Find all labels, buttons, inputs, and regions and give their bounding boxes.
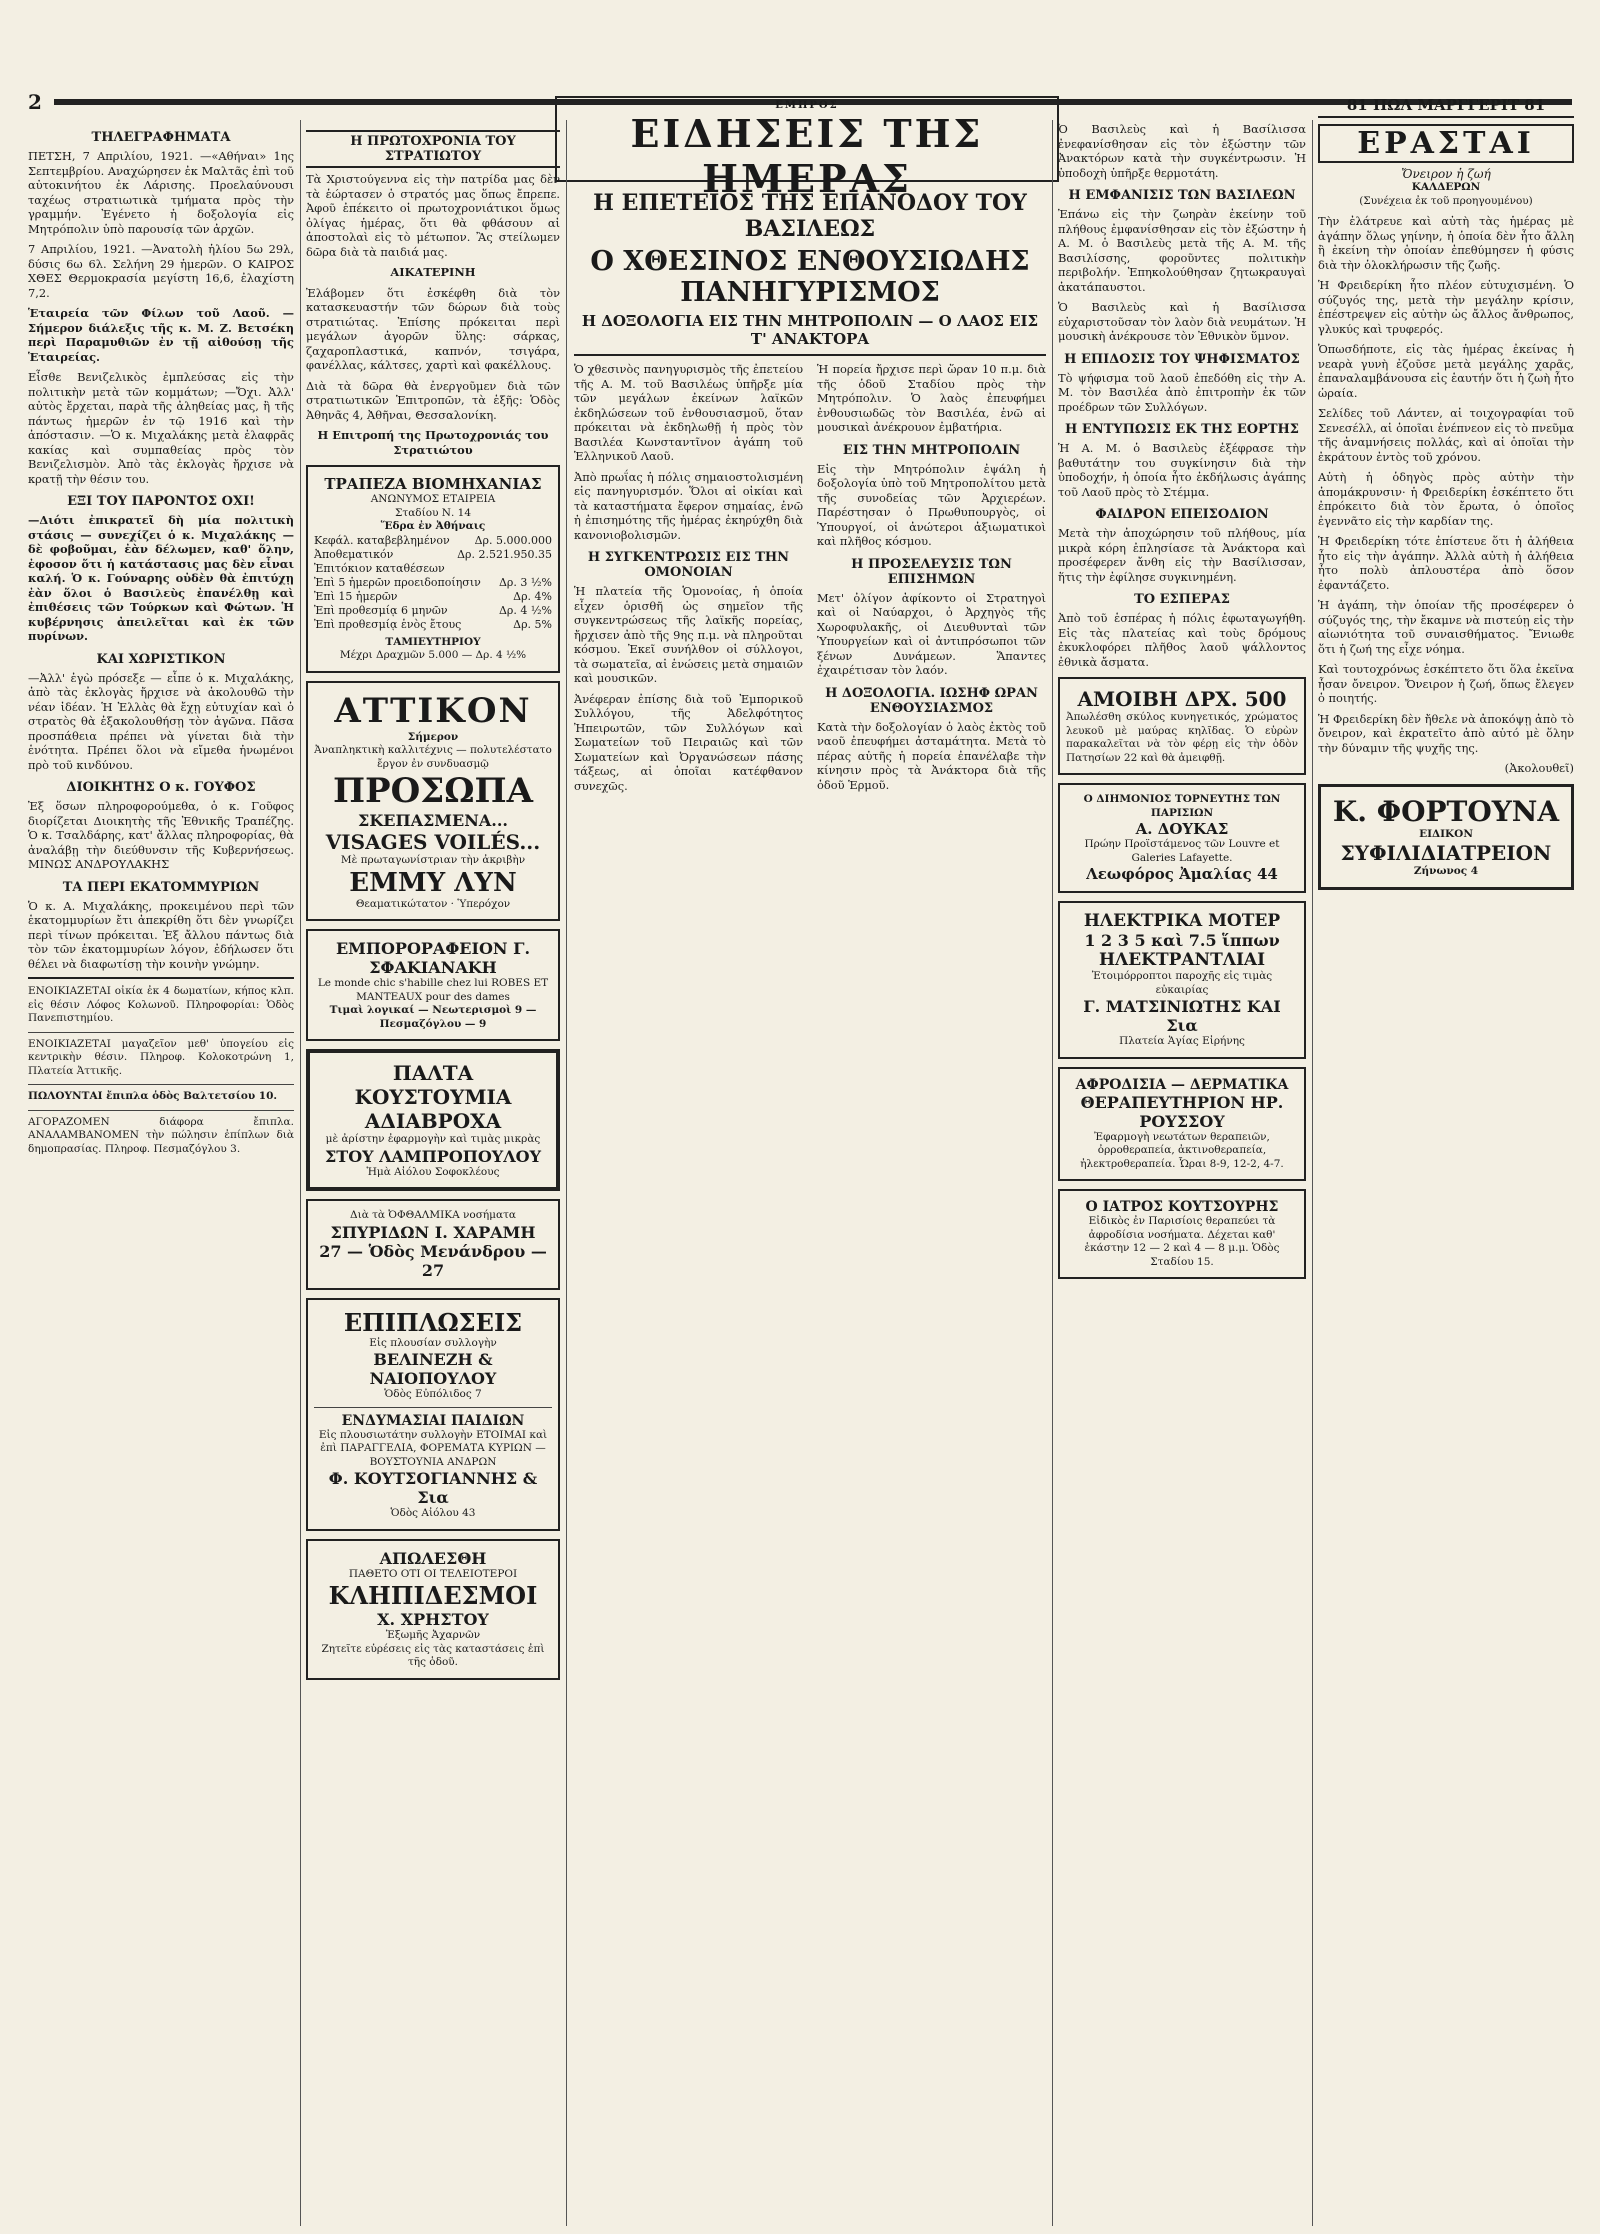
- article-heading: ΦΑΙΔΡΟΝ ΕΠΕΙΣΟΔΙΟΝ: [1095, 507, 1269, 522]
- article-text: —Διότι ἐπικρατεῖ δὴ μία πολιτικὴ στάσις — συνεχίζει ὁ κ. Μιχαλάκης — δὲ φοβοῦμαι, ἐὰν δέλωμεν, καθ' ὅλην, ἐφοσον ὅτι ἡ κατάστασις μας δὲν εἶναι καλή. Ὁ κ. Γούναρης οὐδὲν θὰ ἐπιτύχῃ ἐὰν ὅλοι ὁ Βασιλεὺς ἐπανέλθῃ καὶ ἐπιθέσεις τῶν Τούρκων καὶ Φώτων. Ἡ κυβέρνησις ἀπειλεῖται καὶ ἐκ τῶν πυρίνων.: [28, 513, 294, 643]
- ad-title: Κ. ΦΟΡΤΟΥΝΑ: [1332, 794, 1560, 828]
- ad-title: Ο ΙΑΤΡΟΣ ΚΟΥΤΣΟΥΡΗΣ: [1085, 1199, 1279, 1215]
- column-2: [306, 122, 560, 2226]
- column-4: [1058, 122, 1306, 2226]
- article-text: Ἀνέφεραν ἐπίσης διὰ τοῦ Ἐμπορικοῦ Συλλόγου, τῆς Ἀδελφότητος Ἠπειρωτῶν, τῶν Συλλόγων καὶ Σωματείων τοῦ Πειραιῶς καὶ τῶν Σωματείων καὶ Ὀργανώσεων πάσης τάξεως, αἱ ὁποῖαι κατέφθανον συνεχῶς.: [574, 691, 803, 793]
- rate-value: Δρ. 3 ½%: [498, 575, 552, 589]
- rate-label: Ἀποθεματικόν: [314, 547, 394, 561]
- article-text: Ἡ πλατεία τῆς Ὁμονοίας, ἡ ὁποία εἶχεν ὁρισθῆ ὡς σημεῖον τῆς συγκεντρώσεως τῆς λαϊκῆς πορείας, ἤρχισεν ἀπὸ τῆς 9ης π.μ. νὰ πληροῦται κόσμου. Ἐκεῖ συνήλθον οἱ σύλλογοι, τὰ σωματεῖα, αἱ ἑνώσεις μετὰ σημαιῶν καὶ μουσικῶν.: [574, 584, 803, 685]
- article-text: ΠΕΤΣΗ, 7 Απριλίου, 1921. —«Αθήναι» 1ης Σεπτεμβρίου. Αναχώρησεν ἐκ Μαλτᾶς ἐπὶ τοῦ αὐτοκινήτου ἐκ Λάρισης. Προελαύνουσι ταχέως στρατιωτικὰ τμήματα πρὸς τὴν γραμμήν. Ἐγένετο ἡ δοξολογία εἰς Μητρόπολιν ὑπὸ παρουσίᾳ τῶν ἀρχῶν.: [28, 149, 294, 236]
- article-heading: Η ΠΡΩΤΟΧΡΟΝΙΑ ΤΟΥ ΣΤΡΑΤΙΩΤΟΥ: [306, 130, 560, 168]
- rate-row: [314, 604, 552, 618]
- ad-attikon: ΑΤΤΙΚΟΝ Σήμερον Ἀναπληκτικὴ καλλιτέχνις — πολυτελέστατο ἔργον ἐν συνδυασμῷ ΠΡΟΣΩΠΑ ΣΚΕΠΑΣΜΕΝΑ... VISAGES VOILÉS... Μὲ πρωταγωνίστριαν τὴν ἀκριβὴν ΕΜΜΥ ΛΥΝ Θεαματικώτατον · Ὑπερόχον: [306, 681, 560, 922]
- article-text: Ἡ Φρειδερίκη ἦτο πλέον εὐτυχισμένη. Ὁ σύζυγός της, μετὰ τὴν μεγάλην κρίσιν, ἐπέστρεψεν εἰς αὐτὴν ὡς ἄλλος ἄνθρωπος, γλυκύς καὶ τρυφερός.: [1318, 278, 1574, 336]
- ad-title: ΕΜΠΟΡΟΡΑΦΕΙΟΝ Γ. ΣΦΑΚΙΑΝΑΚΗ: [335, 939, 531, 977]
- article-heading: Η ΕΠΙΔΟΣΙΣ ΤΟΥ ΨΗΦΙΣΜΑΤΟΣ: [1064, 351, 1300, 367]
- article-heading: ΤΟ ΕΣΠΕΡΑΣ: [1134, 592, 1230, 607]
- feuilleton-header: 81 ΠΩΛ ΜΑΡΓΓΕΡΙΤ 81: [1318, 96, 1574, 118]
- article-text: Ὁπωσδήποτε, εἰς τὰς ἡμέρας ἐκείνας ἡ νεαρὰ γυνὴ ἐζοῦσε μετὰ μεγάλης χαρᾶς, ἐπαναλαμβάνουσα εἰς ἑαυτήν ὅτι ἡ ζωὴ ἦτο ὡραία.: [1318, 342, 1574, 400]
- article-text: Κατὰ τὴν δοξολογίαν ὁ λαὸς ἐκτὸς τοῦ ναοῦ ἐπευφήμει ἀσταμάτητα. Μετὰ τὸ πέρας αὐτῆς ἡ πορεία ἐπανέλαβε τὴν κίνησιν πρὸς τὰ Ἀνάκτορα διὰ τῆς ὁδοῦ Ἑρμοῦ.: [817, 719, 1046, 792]
- ad-klipidesmoi: ΑΠΩΛΕΣΘΗ ΠΑΘΕΤΟ ΟΤΙ ΟΙ ΤΕΛΕΙΟΤΕΡΟΙ ΚΛΗΠΙΔΕΣΜΟΙ Χ. ΧΡΗΣΤΟΥ Ἐξωμῆς Ἀχαρνῶν Ζητεῖτε εὐρέσεις εἰς τὰς καταστάσεις ἐπὶ τῆς ὁδοῦ.: [306, 1539, 560, 1680]
- ad-title: ΑΦΡΟΔΙΣΙΑ — ΔΕΡΜΑΤΙΚΑ: [1075, 1076, 1289, 1093]
- article-text: Ὁ Βασιλεὺς καὶ ἡ Βασίλισσα ἐνεφανίσθησαν εἰς τὸν ἐξώστην τῶν Ἀνακτόρων κατὰ τὴν συγκέντρωσιν. Ἡ ὑποδοχὴ ὑπῆρξε θερμοτάτη.: [1058, 122, 1306, 180]
- ad-palta: ΠΑΛΤΑ ΚΟΥΣΤΟΥΜΙΑ ΑΔΙΑΒΡΟΧΑ μὲ ἀρίστην ἐφαρμογὴν καὶ τιμὰς μικρὰς ΣΤΟΥ ΛΑΜΠΡΟΠΟΥΛΟΥ Ἡμὰ Αἰόλου Σοφοκλέους: [306, 1049, 560, 1191]
- masthead-title: ΕΙΔΗΣΕΙΣ ΤΗΣ ΗΜΕΡΑΣ: [630, 111, 984, 201]
- classified-ad: ΕΝΟΙΚΙΑΖΕΤΑΙ μαγαζεῖον μεθ' ὑπογείου εἰς κεντρικὴν θέσιν. Πληροφ. Κολοκοτρώνη 1, Πλατεία Ἀττικῆς.: [28, 1037, 294, 1077]
- article-text: Ἡ πορεία ἤρχισε περὶ ὥραν 10 π.μ. διὰ τῆς ὁδοῦ Σταδίου πρὸς τὴν Μητρόπολιν. Ὁ λαὸς ἐπευφήμει ἐνθουσιωδῶς τὸν Βασιλέα, ἐνῶ αἱ μουσικαὶ ἀνέκρουον ἐμβατήρια.: [817, 362, 1046, 434]
- ad-title: ΗΛΕΚΤΡΙΚΑ ΜΟΤΕΡ: [1083, 911, 1281, 931]
- rate-row: [314, 576, 552, 590]
- article-text: Ἀπὸ πρωΐας ἡ πόλις σημαιοστολισμένη εἰς πανηγυρισμόν. Ὅλοι αἱ οἰκίαι καὶ τὰ καταστήματα ἔφερον σημαίας, ἐνῶ ἡ ἐπισημότης τῆς ἡμέρας ἐκηρύχθη διὰ κανονιοβολισμῶν.: [574, 469, 803, 542]
- rate-value: Δρ. 5%: [513, 617, 552, 631]
- article-text: Τὸ ψήφισμα τοῦ λαοῦ ἐπεδόθη εἰς τὴν Α. Μ. τὸν Βασιλέα ἀπὸ ἐπιτροπὴν ἐκ τῶν προέδρων τῶν Συλλόγων.: [1058, 370, 1306, 414]
- article-body: [574, 362, 1046, 799]
- ad-afrodisia: ΑΦΡΟΔΙΣΙΑ — ΔΕΡΜΑΤΙΚΑ ΘΕΡΑΠΕΥΤΗΡΙΟΝ ΗΡ. ΡΟΥΣΣΟΥ Ἐφαρμογὴ νεωτάτων θεραπειῶν, ὀρροθεραπεία, ἀκτινοθεραπεία, ἠλεκτροθεραπεία. Ὧραι 8-9, 12-2, 4-7.: [1058, 1067, 1306, 1182]
- article-text: Ἐπάνω εἰς τὴν ζωηρὰν ἐκείνην τοῦ πλήθους ἐμφανίσθησαν εἰς τὸν ἐξώστην ἡ Α. Μ. ὁ Βασιλεὺς μετὰ τῆς Α. Μ. τῆς Βασιλίσσης, φοροῦντες πολιτικὴν περιβολήν. Ἐπηκολούθησαν ζητωκραυγαὶ ἀκατάπαυστοι.: [1058, 207, 1306, 294]
- rate-value: Δρ. 4%: [513, 589, 552, 603]
- rate-label: Ἐπιτόκιον καταθέσεων: [314, 561, 445, 575]
- article-text: Μετ' ὀλίγον ἀφίκοντο οἱ Στρατηγοὶ καὶ οἱ Ναύαρχοι, ὁ Ἀρχηγὸς τῆς Χωροφυλακῆς, οἱ Διευθυνταὶ τῶν Ὑπουργείων καὶ οἱ ἀντιπρόσωποι τῶν ξένων Δυνάμεων. Ἅπαντες ἐχαιρέτισαν τὸν λαόν.: [817, 590, 1046, 677]
- subheadline: Η ΔΟΞΟΛΟΓΙΑ ΕΙΣ ΤΗΝ ΜΗΤΡΟΠΟΛΙΝ — Ο ΛΑΟΣ ΕΙΣ Τ' ΑΝΑΚΤΟΡΑ: [581, 312, 1039, 348]
- ad-title: ΑΤΤΙΚΟΝ: [334, 690, 532, 731]
- article-text: Ἡ Φρειδερίκη δὲν ἤθελε νὰ ἀποκόψῃ ἀπὸ τὸ ὄνειρον, καὶ ἐκρατεῖτο ἀπὸ αὐτό μὲ ὅλην τὴν δύναμιν τῆς ψυχῆς της.: [1318, 711, 1574, 755]
- article-text: Ἑταιρεία τῶν Φίλων τοῦ Λαοῦ. — Σήμερον διάλεξις τῆς κ. Μ. Ζ. Βετσέκη περὶ Παραμυθιῶν ἐν τῇ αἰθούσῃ τῆς Ἑταιρείας.: [28, 306, 294, 364]
- rate-row: [314, 618, 552, 632]
- rate-value: Δρ. 2.521.950.35: [457, 547, 552, 561]
- article-text: Ἐξ ὅσων πληροφορούμεθα, ὁ κ. Γοῦφος διορίζεται Διοικητὴς τῆς Ἐθνικῆς Τραπέζης. Ὁ κ. Τσαλδάρης, κατ' ἄλλας πληροφορίας, θὰ ἀναλάβῃ τὴν διεύθυνσιν τῆς Κυβερνήσεως. ΜΙΝΩΣ ΑΝΔΡΟΥΛΑΚΗΣ: [28, 799, 294, 871]
- article-text: Καὶ τουτοχρόνως ἐσκέπτετο ὅτι ὅλα ἐκεῖνα ἦσαν ὄνειρον. Ὄνειρον ἡ ζωή, ὅπως ἔλεγεν ὁ ποιητής.: [1318, 662, 1574, 705]
- ad-fortouna: Κ. ΦΟΡΤΟΥΝΑ ΕΙΔΙΚΟΝ ΣΥΦΙΛΙΔΙΑΤΡΕΙΟΝ Ζήνωνος 4: [1318, 784, 1574, 890]
- continuation-note: (Ἀκολουθεῖ): [1504, 761, 1574, 775]
- rate-row: [314, 590, 552, 604]
- masthead-label: ΕΜΠΡΟΣ: [775, 100, 839, 111]
- column-5: 81 ΠΩΛ ΜΑΡΓΓΕΡΙΤ 81 ΕΡΑΣΤΑΙ Ὄνειρον ἡ ζωή ΚΑΛΔΕΡΩΝ (Συνέχεια ἐκ τοῦ προηγουμένου) Τὴν ἐλάτρευε καὶ αὐτὴ τὰς ἡμέρας μὲ ἀγάπην ὅλως γηίνην, ἡ ὁποία δὲν ἦτο ἄλλη ἢ ἐκείνη τὴν ὁποίαν ἐπεθύμησεν ἡ φύσις διὰ τὴν ὁλοκλήρωσιν τῆς ζωῆς. Ἡ Φρειδερίκη ἦτο πλέον εὐτυχισμένη. Ὁ σύζυγός της, μετὰ τὴν μεγάλην κρίσιν, ἐπέστρεψεν εἰς αὐτὴν ὡς ἄλλος ἄνθρωπος, γλυκύς καὶ τρυφερός. Ὁπωσδήποτε, εἰς τὰς ἡμέρας ἐκείνας ἡ νεαρὰ γυνὴ ἐζοῦσε μετὰ μεγάλης χαρᾶς, ἐπαναλαμβάνουσα εἰς ἑαυτήν ὅτι ἡ ζωὴ ἦτο ὡραία. Σελίδες τοῦ Λάντεν, αἱ τοιχογραφίαι τοῦ Σενεσέλλ, αἱ ὁποῖαι ἐνέπνεον εἰς τὸ πνεῦμα τῆς ἀναμνήσεις πολλάς, καὶ αἱ ὁποῖαι τὴν ἐκράτουν ἐντὸς τοῦ χρόνου. Αὐτὴ ἡ ὁδηγὸς πρὸς αὐτὴν τὴν ἀπομάκρυνσιν· ἡ Φρειδερίκη ἐσκέπτετο ὅτι ἐπρόκειτο διὰ τὸν ἔρωτα, ὁ ὁποῖος ἐγεννᾶτο εἰς τὴν καρδίαν της. Ἡ Φρειδερίκη τότε ἐπίστευε ὅτι ἡ ἀλήθεια ἦτο εἰς τὴν ἀγάπην. Ἀλλὰ αὐτὴ ἡ ἀλήθεια ἦτο πολὺ ἀπλουστέρα ἀπὸ ὅσον ἐφαντάζετο. Ἡ ἀγάπη, τὴν ὁποίαν τῆς προσέφερεν ὁ σύζυγός της, τὴν ἔκαμνε νὰ πιστεύῃ εἰς τὴν αἰωνιότητα τοῦ συναισθήματος. Ἔνιωθε ὅτι ἡ ζωή της εἶχε νόημα. Καὶ τουτοχρόνως ἐσκέπτετο ὅτι ὅλα ἐκεῖνα ἦσαν ὄνειρον. Ὄνειρον ἡ ζωή, ὅπως ἔλεγεν ὁ ποιητής. Ἡ Φρειδερίκη δὲν ἤθελε νὰ ἀποκόψῃ ἀπὸ τὸ ὄνειρον, καὶ ἐκρατεῖτο ἀπὸ αὐτό μὲ ὅλην τὴν δύναμιν τῆς ψυχῆς της. (Ἀκολουθεῖ) Κ. ΦΟΡΤΟΥΝΑ ΕΙΔΙΚΟΝ ΣΥΦΙΛΙΔΙΑΤΡΕΙΟΝ Ζήνωνος 4: [1318, 96, 1574, 2226]
- rate-label: Ἐπὶ 15 ἡμερῶν: [314, 589, 398, 603]
- ad-oftalmika: Διὰ τὰ ὈΦΘΑΛΜΙΚΑ νοσήματα ΣΠΥΡΙΔΩΝ Ι. ΧΑΡΑΜΗ 27 — Ὁδὸς Μενάνδρου — 27: [306, 1199, 560, 1290]
- article-text: Ἡ ἀγάπη, τὴν ὁποίαν τῆς προσέφερεν ὁ σύζυγός της, τὴν ἔκαμνε νὰ πιστεύῃ εἰς τὴν αἰωνιότητα τοῦ συναισθήματος. Ἔνιωθε ὅτι ἡ ζωή της εἶχε νόημα.: [1318, 598, 1574, 656]
- headline: Η ΕΠΕΤΕΙΟΣ ΤΗΣ ΕΠΑΝΟΔΟΥ ΤΟΥ ΒΑΣΙΛΕΩΣ: [593, 190, 1027, 242]
- rate-row: [314, 534, 552, 548]
- rate-row: [314, 562, 552, 576]
- article-heading: Η ΣΥΓΚΕΝΤΡΩΣΙΣ ΕΙΣ ΤΗΝ ΟΜΟΝΟΙΑΝ: [587, 550, 790, 580]
- section-heading: ΤΗΛΕΓΡΑΦΗΜΑΤΑ: [91, 130, 231, 145]
- masthead: [555, 96, 1059, 201]
- star-name: ΕΜΜΥ ΛΥΝ: [349, 867, 517, 898]
- page-number: 2: [28, 90, 42, 114]
- rate-label: Ἐπὶ προθεσμίᾳ 6 μηνῶν: [314, 603, 448, 617]
- rate-value: Δρ. 4 ½%: [498, 603, 552, 617]
- signature: Η Επιτροπή της Πρωτοχρονιάς του Στρατιώτου: [317, 428, 549, 457]
- article-heading: ΔΙΟΙΚΗΤΗΣ Ο κ. ΓΟΥΦΟΣ: [66, 780, 256, 795]
- rate-row: [314, 548, 552, 562]
- feuilleton-title: ΕΡΑΣΤΑΙ: [1318, 124, 1574, 163]
- article-text: Ὁ κ. Α. Μιχαλάκης, προκειμένου περὶ τῶν ἑκατομμυρίων ἔτι ἀπεκρίθη ὅτι δὲν γνωρίζει περὶ τίνων πρόκειται. Ἐξ ἄλλου πάντως διὰ τὸν τῶν ἑκατομμυρίων λόγον, ἐδήλωσεν ὅτι θέλει νὰ διαφωτίσῃ τὴν κοινὴν γνώμην.: [28, 898, 294, 971]
- article-text: Σελίδες τοῦ Λάντεν, αἱ τοιχογραφίαι τοῦ Σενεσέλλ, αἱ ὁποῖαι ἐνέπνεον εἰς τὸ πνεῦμα τῆς ἀναμνήσεις πολλάς, καὶ αἱ ὁποῖαι τὴν ἐκράτουν ἐντὸς τοῦ χρόνου.: [1318, 406, 1574, 464]
- article-heading: Η ΠΡΟΣΕΛΕΥΣΙΣ ΤΩΝ ΕΠΙΣΗΜΩΝ: [851, 556, 1012, 587]
- headline: Ο ΧΘΕΣΙΝΟΣ ΕΝΘΟΥΣΙΩΔΗΣ ΠΑΝΗΓΥΡΙΣΜΟΣ: [590, 246, 1030, 308]
- article-text: Τὰ Χριστούγεννα εἰς τὴν πατρίδα μας δὲν τὰ ἑώρτασεν ὁ στρατός μας ὅπως ἔπρεπε. Ἀφοῦ ἐπέκειτο οἱ πρωτοχρονιάτικοι ὅμως ὀλίγας ἡμέρας, ὅτι θὰ φθάσουν αἱ ἀποστολαὶ εἰς τὸ μέτωπον. Ἂς στείλωμεν δῶρα διὰ τὰ παιδιά μας.: [306, 172, 560, 259]
- article-text: Ἡ Α. Μ. ὁ Βασιλεὺς ἐξέφρασε τὴν βαθυτάτην του συγκίνησιν διὰ τὴν ὑποδοχήν, ἡ ὁποία ἦτο ἐκδήλωσις ἀγάπης τοῦ Λαοῦ πρὸς τὸ Στέμμα.: [1058, 441, 1306, 499]
- ad-epiploseis: ΕΠΙΠΛΩΣΕΙΣ Εἰς πλουσίαν συλλογὴν ΒΕΛΙΝΕΖΗ & ΝΑΙΟΠΟΥΛΟΥ Ὁδὸς Εὐπόλιδος 7 ΕΝΔΥΜΑΣΙΑΙ ΠΑΙΔΙΩΝ Εἰς πλουσιωτάτην συλλογὴν ΕΤΟΙΜΑΙ καὶ ἐπὶ ΠΑΡΑΓΓΕΛΙΑ, ΦΟΡΕΜΑΤΑ ΚΥΡΙΩΝ — ΒΟΥΣΤΟΥΝΙΑ ΑΝΔΡΩΝ Φ. ΚΟΥΤΣΟΓΙΑΝΝΗΣ & Σια Ὁδὸς Αἰόλου 43: [306, 1298, 560, 1531]
- ad-title: ΠΑΛΤΑ ΚΟΥΣΤΟΥΜΙΑ ΑΔΙΑΒΡΟΧΑ: [354, 1061, 512, 1133]
- ad-bank: ΤΡΑΠΕΖΑ ΒΙΟΜΗΧΑΝΙΑΣ ΑΝΩΝΥΜΟΣ ΕΤΑΙΡΕΙΑ Σταδίου Ν. 14 Ἕδρα ἐν Ἀθήναις Κεφάλ. καταβεβλημένον Δρ. 5.000.000 Ἀποθεματικόν Δρ. 2.521.950.35 Ἐπιτόκιον καταθέσεων Ἐπὶ 5 ἡμερῶν προειδοποίησιν Δρ. 3 ½% Ἐπὶ 15 ἡμερῶν Δρ. 4% Ἐπὶ προθεσμίᾳ 6 μηνῶν Δρ. 4 ½% Ἐπὶ προθεσμίᾳ ἑνὸς ἔτους Δρ. 5% ΤΑΜΙΕΥΤΗΡΙΟΥ Μέχρι Δραχμῶν 5.000 — Δρ. 4 ½%: [306, 465, 560, 673]
- rate-table: [314, 534, 552, 632]
- article-text: Ἡ Φρειδερίκη τότε ἐπίστευε ὅτι ἡ ἀλήθεια ἦτο εἰς τὴν ἀγάπην. Ἀλλὰ αὐτὴ ἡ ἀλήθεια ἦτο πολὺ ἀπλουστέρα ἀπὸ ὅσον ἐφαντάζετο.: [1318, 534, 1574, 592]
- ad-title: ΤΡΑΠΕΖΑ ΒΙΟΜΗΧΑΝΙΑΣ: [324, 475, 542, 493]
- article-heading: Η ΕΝΤΥΠΩΣΙΣ ΕΚ ΤΗΣ ΕΟΡΤΗΣ: [1065, 422, 1299, 437]
- ad-sfakianakis: ΕΜΠΟΡΟΡΑΦΕΙΟΝ Γ. ΣΦΑΚΙΑΝΑΚΗ Le monde chic s'habille chez lui ROBES ET MANTEAUX pour des dames Τιμαὶ λογικαί — Νεωτερισμοὶ 9 — Πεσμαζόγλου — 9: [306, 929, 560, 1041]
- article-heading: ΕΞΙ ΤΟΥ ΠΑΡΟΝΤΟΣ ΟΧΙ!: [67, 494, 255, 509]
- article-text: Εἰς τὴν Μητρόπολιν ἐψάλη ἡ δοξολογία ὑπὸ τοῦ Μητροπολίτου μετὰ τῆς συνοδείας τῶν Ἀρχιερέων. Παρέστησαν ὁ Πρωθυπουργὸς, οἱ Ὑπουργοί, οἱ ἀνώτεροι ἀξιωματικοὶ καὶ πλῆθος κόσμου.: [817, 461, 1046, 548]
- article-heading: ΚΑΙ ΧΩΡΙΣΤΙΚΟΝ: [96, 651, 226, 667]
- rate-label: Κεφάλ. καταβεβλημένον: [314, 533, 450, 547]
- article-text: —Ἀλλ' ἐγὼ πρόσεξε — εἶπε ὁ κ. Μιχαλάκης, ἀπὸ τὰς ἐκλογὰς ἤρχισε νὰ ἀκολουθῶ τὴν νέαν ἰδέαν. Ἡ Ἑλλὰς θὰ ἔχῃ εὐτυχίαν καὶ ὁ στρατὸς θὰ ἐξακολουθήσῃ τὸν ἀγῶνα. Πᾶσα προσπάθεια πρέπει νὰ γίνεται διὰ τὴν ἑνότητα. Πρέπει ὅλοι νὰ εἴμεθα ἠνωμένοι πρὸ τοῦ κινδύνου.: [28, 670, 294, 772]
- rate-label: Ἐπὶ προθεσμίᾳ ἑνὸς ἔτους: [314, 617, 462, 631]
- column-3: [574, 186, 1046, 2226]
- article-text: Ἐλάβομεν ὅτι ἐσκέφθη διὰ τὸν κατασκευαστήν τῶν δώρων διὰ τοὺς στρατιώτας. Ἐπίσης πρόκειται περὶ μεγάλων ἀγορῶν ὕλης: σάρκας, ζαχαροπλαστικά, καπνόν, τσιγάρα, φανέλλας, κάλτσες, χαρτὶ καὶ φακέλλους.: [306, 285, 560, 372]
- ad-title: ΕΠΙΠΛΩΣΕΙΣ: [343, 1307, 523, 1337]
- article-text: Μετὰ τὴν ἀποχώρησιν τοῦ πλήθους, μία μικρὰ κόρη ἐπλησίασε τὰ Ἀνάκτορα καὶ προσέφερεν ἄνθη εἰς τὴν Βασίλισσαν, ἥτις τὴν ἐφίλησε συγκινημένη.: [1058, 526, 1306, 584]
- ad-doukas: Ο ΔΙΗΜΟΝΙΟΣ ΤΟΡΝΕΥΤΗΣ ΤΩΝ ΠΑΡΙΣΙΩΝ Α. ΔΟΥΚΑΣ Πρώην Προϊστάμενος τῶν Louvre et Galeries Lafayette. Λεωφόρος Ἀμαλίας 44: [1058, 783, 1306, 893]
- article-text: Ὁ Βασιλεὺς καὶ ἡ Βασίλισσα εὐχαριστοῦσαν τὸν λαὸν διὰ νευμάτων. Ἡ μουσικὴ ἀνέκρουσε τὸν Ἐθνικὸν ὕμνον.: [1058, 300, 1306, 343]
- column-1: [28, 122, 294, 2226]
- article-heading: ΕΙΣ ΤΗΝ ΜΗΤΡΟΠΟΛΙΝ: [842, 442, 1021, 458]
- article-heading: ΤΑ ΠΕΡΙ ΕΚΑΤΟΜΜΥΡΙΩΝ: [62, 879, 260, 895]
- article-text: Ἀπὸ τοῦ ἑσπέρας ἡ πόλις ἐφωταγωγήθη. Εἰς τὰς πλατείας καὶ τοὺς δρόμους ἐκυκλοφόρει πλῆθος λαοῦ ψάλλοντος ἐθνικὰ ἄσματα.: [1058, 611, 1306, 669]
- rate-value: Δρ. 5.000.000: [474, 533, 552, 547]
- ad-title: ΚΛΗΠΙΔΕΣΜΟΙ: [328, 1581, 538, 1610]
- article-text: Ὁ χθεσινὸς πανηγυρισμὸς τῆς ἐπετείου τῆς Α. Μ. τοῦ Βασιλέως ὑπῆρξε μία τῶν μεγάλων ἐκείνων λαϊκῶν ἐκδηλώσεων τοῦ ἐνθουσιασμοῦ, ὅταν πρόκειται νὰ ἐκδηλωθῇ ἡ πρὸς τὸν Βασιλέα Κωνσταντῖνον ἀγάπη τοῦ Ἑλληνικοῦ Λαοῦ.: [574, 362, 803, 463]
- ad-title: ΑΜΟΙΒΗ ΔΡΧ. 500: [1077, 687, 1287, 711]
- article-text: Τὴν ἐλάτρευε καὶ αὐτὴ τὰς ἡμέρας μὲ ἀγάπην ὅλως γηίνην, ἡ ὁποία δὲν ἦτο ἄλλη ἢ ἐκείνη τὴν ὁποίαν ἐπεθύμησεν ἡ φύσις διὰ τὴν ὁλοκλήρωσιν τῆς ζωῆς.: [1318, 214, 1574, 272]
- ad-motor: ΗΛΕΚΤΡΙΚΑ ΜΟΤΕΡ 1 2 3 5 καὶ 7.5 ἵππων ΗΛΕΚΤΡΑΝΤΛΙΑΙ Ἐτοιμόρροπτοι παροχῆς εἰς τιμὰς εὐκαιρίας Γ. ΜΑΤΣΙΝΙΩΤΗΣ ΚΑΙ Σια Πλατεία Ἁγίας Εἰρήνης: [1058, 901, 1306, 1059]
- ad-reward: ΑΜΟΙΒΗ ΔΡΧ. 500 Ἀπωλέσθη σκύλος κυνηγετικός, χρώματος λευκοῦ μὲ μαύρας κηλῖδας. Ὁ εὑρὼν παρακαλεῖται νὰ τὸν φέρῃ εἰς τὴν ὁδὸν Πατησίων 22 καὶ θὰ ἀμειφθῇ.: [1058, 677, 1306, 775]
- rate-label: Ἐπὶ 5 ἡμερῶν προειδοποίησιν: [314, 575, 481, 589]
- ad-iatros: Ο ΙΑΤΡΟΣ ΚΟΥΤΣΟΥΡΗΣ Εἰδικὸς ἐν Παρισίοις θεραπεύει τὰ ἀφροδίσια νοσήματα. Δέχεται καθ' ἑκάστην 12 — 2 καὶ 4 — 8 μ.μ. Ὁδὸς Σταδίου 15.: [1058, 1189, 1306, 1279]
- film-title: ΠΡΟΣΩΠΑ: [332, 771, 534, 811]
- classified-ad: ΑΓΟΡΑΖΟΜΕΝ διάφορα ἔπιπλα. ΑΝΑΛΑΜΒΑΝΟΜΕΝ τὴν πώλησιν ἐπίπλων διὰ δημοπρασίας. Πληροφ. Πεσμαζόγλου 3.: [28, 1115, 294, 1155]
- signature: ΑΙΚΑΤΕΡΙΝΗ: [390, 265, 476, 279]
- article-text: Διὰ τὰ δῶρα θὰ ἐνεργοῦμεν διὰ τῶν στρατιωτικῶν Ἑπιτροπῶν, τὰ ἑξῆς: Ὁδὸς Ἀθηνᾶς 4, Ἀθῆναι, Θεσσαλονίκη.: [306, 378, 560, 422]
- classified-ad: ΕΝΟΙΚΙΑΖΕΤΑΙ οἰκία ἐκ 4 δωματίων, κήπος κλπ. εἰς θέσιν Λόφος Κολωνοῦ. Πληροφορίαι: Ὁδὸς Πανεπιστημίου.: [28, 985, 294, 1024]
- classified-ad: ΠΩΛΟΥΝΤΑΙ ἔπιπλα ὁδὸς Βαλτετσίου 10.: [28, 1090, 278, 1102]
- article-heading: Η ΕΜΦΑΝΙΣΙΣ ΤΩΝ ΒΑΣΙΛΕΩΝ: [1068, 188, 1296, 203]
- article-heading: Η ΔΟΞΟΛΟΓΙΑ. ΙΩΣΗΦ ΩΡΑΝ ΕΝΘΟΥΣΙΑΣΜΟΣ: [825, 685, 1038, 716]
- article-text: 7 Απριλίου, 1921. —Ἀνατολὴ ἡλίου 5ω 29λ, δύσις 6ω 6λ. Σελήνη 29 ἡμερῶν. Ο ΚΑΙΡΟΣ ΧΘΕΣ Θερμοκρασία μεγίστη 16,6, ἐλαχίστη 7,2.: [28, 242, 294, 300]
- article-text: Εἶσθε Βενιζελικὸς ἐμπλεύσας εἰς τὴν πολιτικὴν μετὰ τῶν κομμάτων; —Ὄχι. Ἀλλ' αὐτὸς ἔρχεται, παρὰ τῆς ἀληθείας μας, ἢ τῆς πάντως ἡμερῶν ἐν τῷ 1916 καὶ τὴν ἀπόστασιν. —Ὁ κ. Μιχαλάκης μετὰ ἐλαφρᾶς κακίας καὶ συμπαθείας πρὸς τὸν Βενιζελισμὸν. Ἀπὸ τὰς ἐκλογὰς ἤρχισε νὰ κρατῇ τὴν θέσιν του.: [28, 370, 294, 486]
- article-text: Αὐτὴ ἡ ὁδηγὸς πρὸς αὐτὴν τὴν ἀπομάκρυνσιν· ἡ Φρειδερίκη ἐσκέπτετο ὅτι ἐπρόκειτο διὰ τὸν ἔρωτα, ὁ ὁποῖος ἐγεννᾶτο εἰς τὴν καρδίαν της.: [1318, 470, 1574, 528]
